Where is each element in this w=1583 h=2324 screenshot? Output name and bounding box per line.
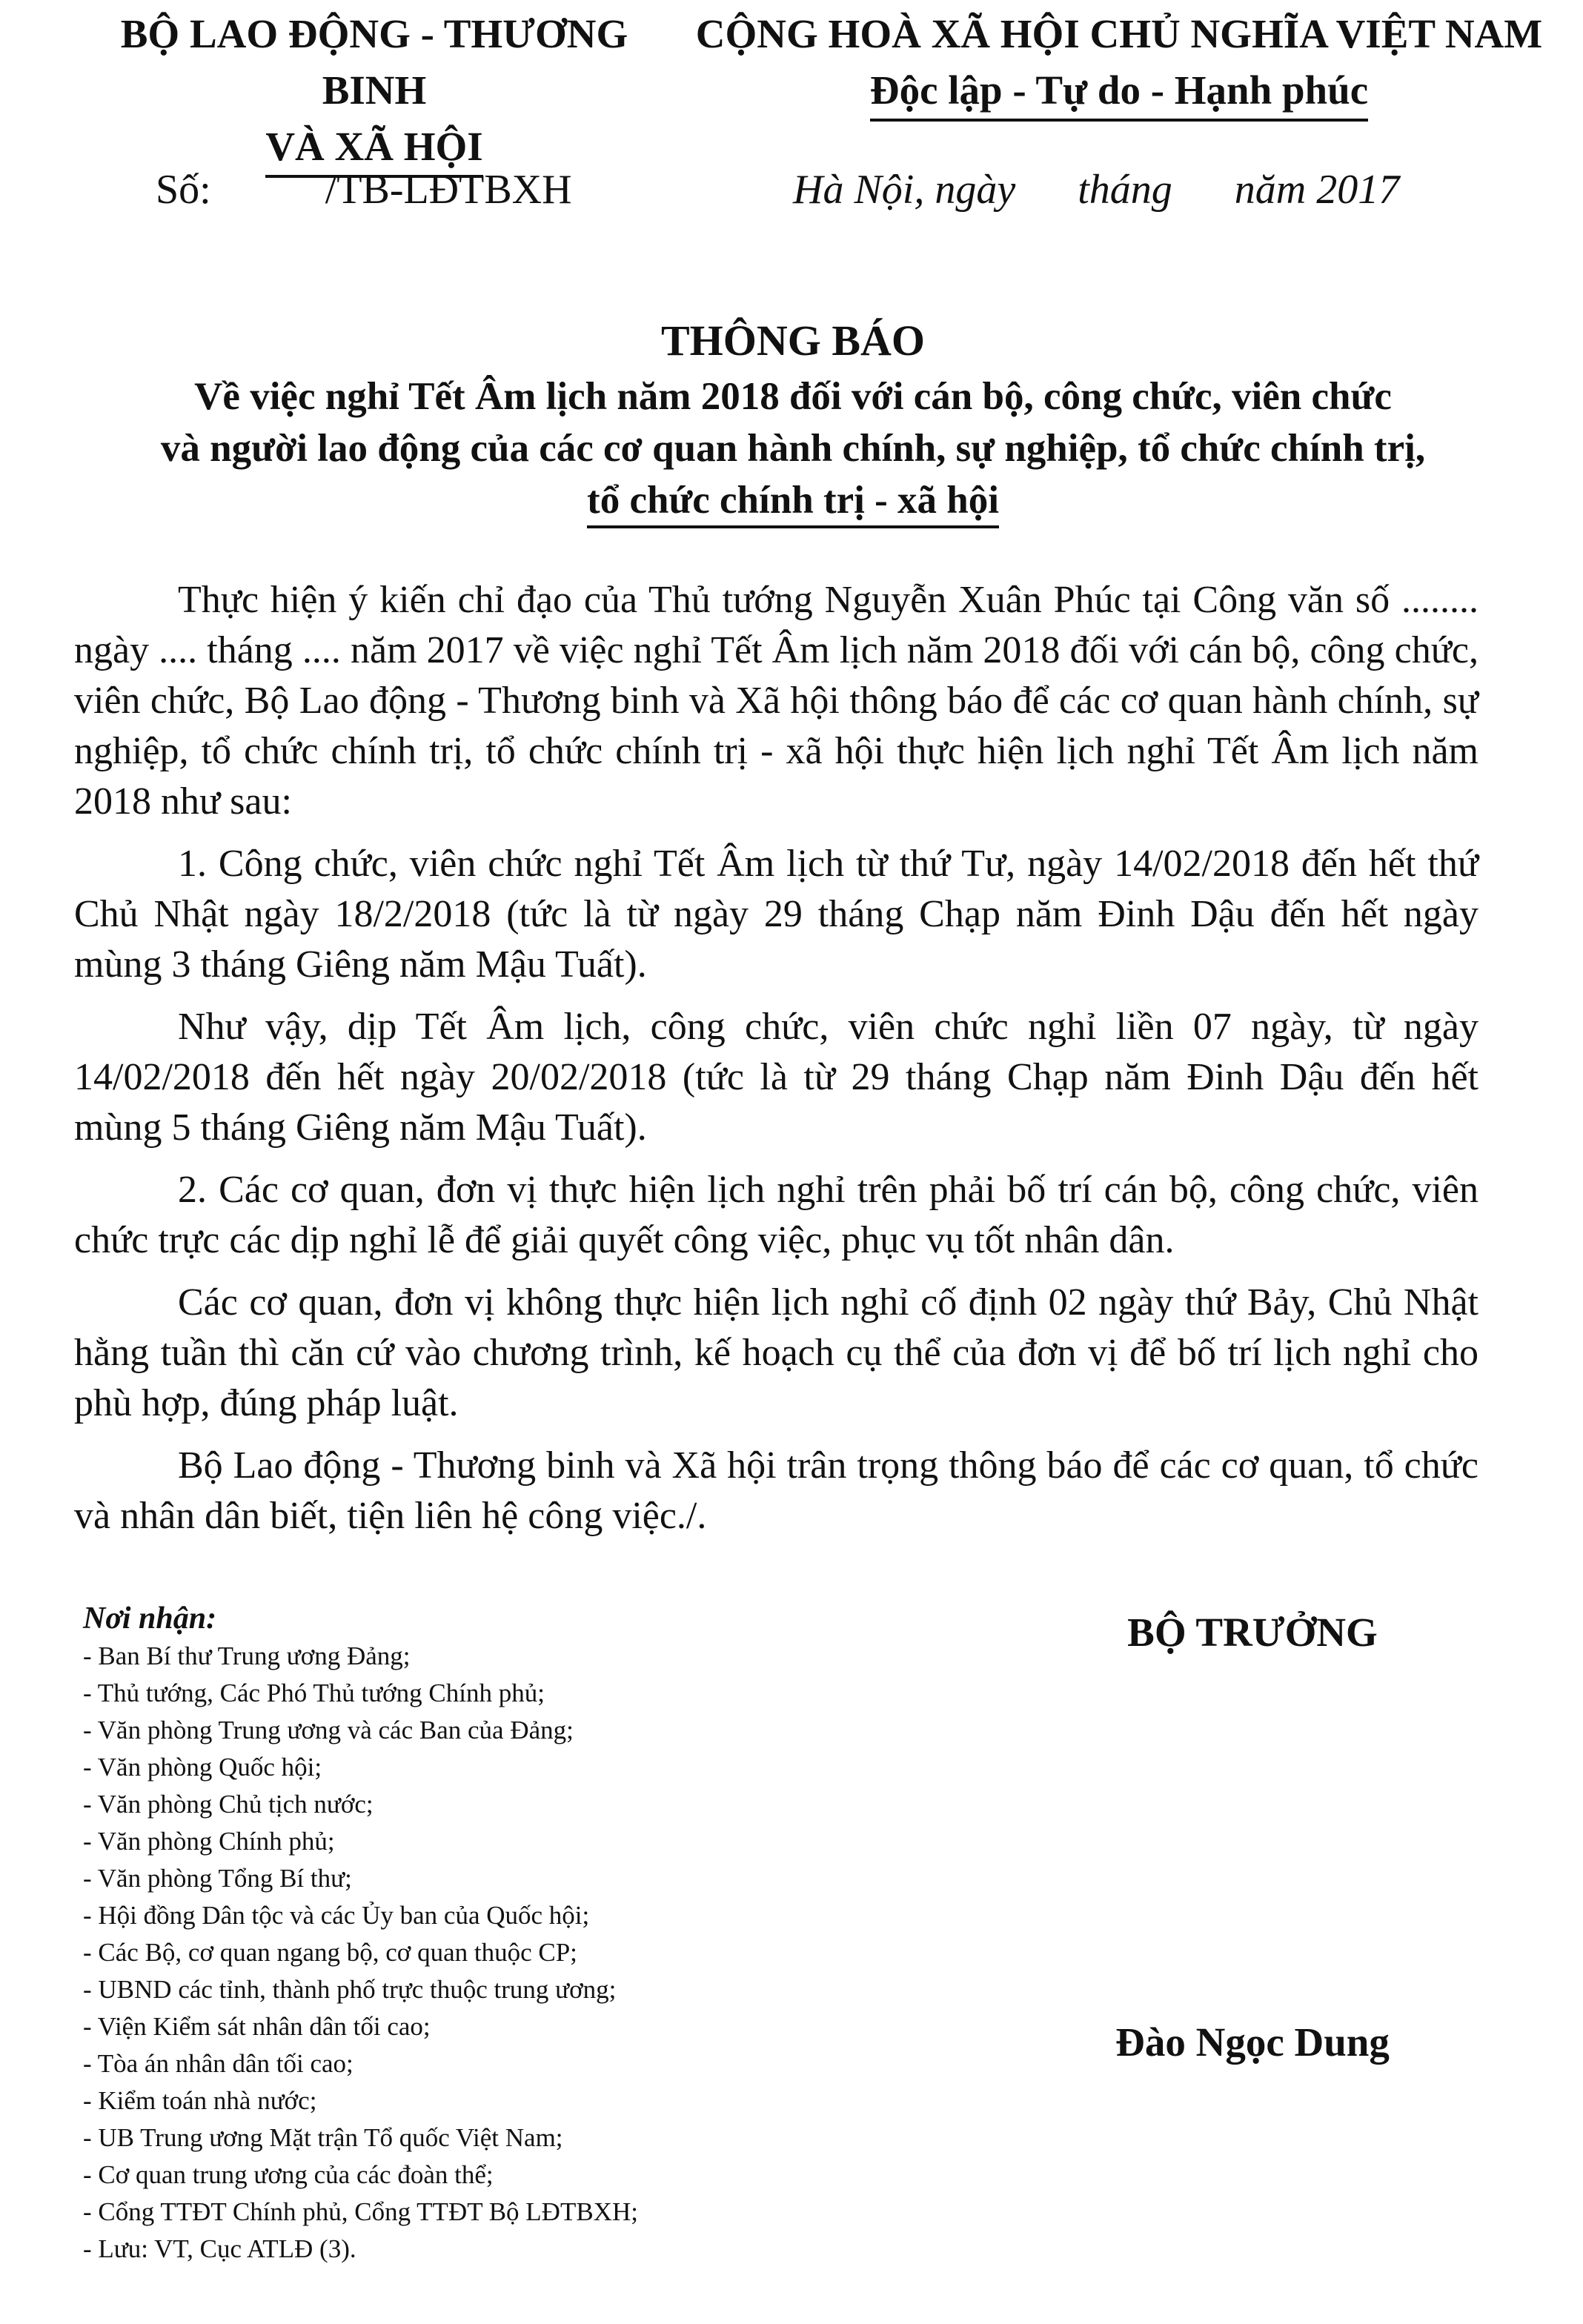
- recipients-list: [83, 1638, 972, 2268]
- body-paragraph-item-1: 1. Công chức, viên chức nghỉ Tết Âm lịch từ thứ Tư, ngày 14/02/2018 đến hết thứ Chủ Nhật ngày 18/2/2018 (tức là từ ngày 29 tháng Chạp năm Đinh Dậu đến hết ngày mùng 3 tháng Giêng năm Mậu Tuất).: [74, 843, 1479, 986]
- national-motto: Độc lập - Tự do - Hạnh phúc: [870, 64, 1368, 122]
- recipient-item: - Cơ quan trung ương của các đoàn thể;: [83, 2160, 494, 2189]
- recipient-item: - Viện Kiểm sát nhân dân tối cao;: [83, 2012, 431, 2041]
- body-paragraph-item-2: 2. Các cơ quan, đơn vị thực hiện lịch nghỉ trên phải bố trí cán bộ, công chức, viên chức trực các dịp nghỉ lễ để giải quyết công việc, phục vụ tốt nhân dân.: [74, 1169, 1479, 1261]
- recipient-item: - Kiểm toán nhà nước;: [83, 2086, 317, 2115]
- signer-title: BỘ TRƯỞNG: [1127, 1610, 1378, 1655]
- document-title: [67, 311, 1519, 528]
- place-and-date: Hà Nội, ngày tháng năm 2017: [793, 167, 1400, 213]
- recipient-item: - Các Bộ, cơ quan ngang bộ, cơ quan thuộc CP;: [83, 1938, 577, 1967]
- recipient-item: - UBND các tỉnh, thành phố trực thuộc trung ương;: [83, 1975, 617, 2004]
- body-paragraph-exception: Các cơ quan, đơn vị không thực hiện lịch nghỉ cố định 02 ngày thứ Bảy, Chủ Nhật hằng tuần thì căn cứ vào chương trình, kế hoạch cụ thể của đơn vị để bố trí lịch nghỉ cho phù hợp, đúng pháp luật.: [74, 1281, 1479, 1424]
- recipient-item: - Văn phòng Chủ tịch nước;: [83, 1790, 374, 1819]
- recipient-item: - Thủ tướng, Các Phó Thủ tướng Chính phủ;: [83, 1679, 545, 1707]
- body-paragraph-intro: Thực hiện ý kiến chỉ đạo của Thủ tướng Nguyễn Xuân Phúc tại Công văn số ........ ngày .... tháng .... năm 2017 về việc nghỉ Tết Âm lịch năm 2018 đối với cán bộ, công chức, viên chức, Bộ Lao động - Thương binh và Xã hội thông báo để các cơ quan hành chính, sự nghiệp, tổ chức chính trị, tổ chức chính trị - xã hội thực hiện lịch nghỉ Tết Âm lịch năm 2018 như sau:: [74, 579, 1479, 823]
- recipients-block: [83, 1599, 972, 2268]
- issuing-agency: [70, 6, 678, 178]
- document-number: Số: /TB-LĐTBXH: [156, 167, 572, 213]
- recipient-item: - Văn phòng Trung ương và các Ban của Đảng;: [83, 1716, 574, 1744]
- issuing-agency-line1: BỘ LAO ĐỘNG - THƯƠNG BINH: [120, 11, 628, 113]
- title-sub-line3: tổ chức chính trị - xã hội: [587, 477, 999, 528]
- recipient-item: - Tòa án nhân dân tối cao;: [83, 2049, 354, 2078]
- recipient-item: - UB Trung ương Mặt trận Tổ quốc Việt Nam;: [83, 2123, 563, 2152]
- recipient-item: - Cổng TTĐT Chính phủ, Cổng TTĐT Bộ LĐTBXH;: [83, 2197, 638, 2226]
- body-paragraph-summary: Như vậy, dịp Tết Âm lịch, công chức, viên chức nghỉ liền 07 ngày, từ ngày 14/02/2018 đến hết ngày 20/02/2018 (tức là từ 29 tháng Chạp năm Đinh Dậu đến hết mùng 5 tháng Giêng năm Mậu Tuất).: [74, 1006, 1479, 1149]
- recipient-item: - Văn phòng Quốc hội;: [83, 1753, 322, 1782]
- recipient-item: - Văn phòng Chính phủ;: [83, 1827, 335, 1856]
- recipient-item: - Văn phòng Tổng Bí thư;: [83, 1864, 352, 1893]
- title-sub-line2: và người lao động của các cơ quan hành chính, sự nghiệp, tổ chức chính trị,: [160, 427, 1426, 470]
- recipient-item: - Lưu: VT, Cục ATLĐ (3).: [83, 2234, 356, 2263]
- document-body: [74, 575, 1479, 1553]
- body-paragraph-closing: Bộ Lao động - Thương binh và Xã hội trân trọng thông báo để các cơ quan, tổ chức và nhân dân biết, tiện liên hệ công việc./.: [74, 1444, 1479, 1537]
- recipient-item: - Ban Bí thư Trung ương Đảng;: [83, 1641, 411, 1670]
- national-heading: [693, 6, 1545, 122]
- title-main: THÔNG BÁO: [660, 316, 926, 365]
- recipients-heading: Nơi nhận:: [83, 1601, 217, 1636]
- nation-name: CỘNG HOÀ XÃ HỘI CHỦ NGHĨA VIỆT NAM: [695, 11, 1543, 56]
- recipient-item: - Hội đồng Dân tộc và các Ủy ban của Quốc hội;: [83, 1901, 590, 1930]
- signer-name: Đào Ngọc Dung: [1115, 2019, 1390, 2065]
- title-sub-line1: Về việc nghỉ Tết Âm lịch năm 2018 đối với cán bộ, công chức, viên chức: [194, 375, 1392, 418]
- issuing-agency-line2: VÀ XÃ HỘI: [265, 120, 482, 178]
